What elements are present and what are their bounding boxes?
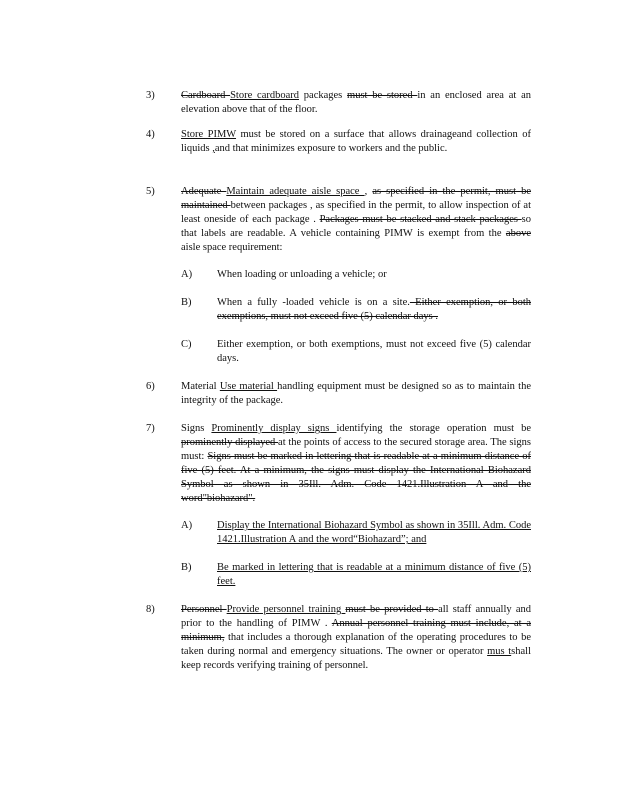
subitem-letter: B)	[181, 562, 192, 573]
item-number: 8)	[146, 604, 155, 615]
deleted-text: Adequate	[181, 186, 227, 197]
subitem-text	[217, 268, 531, 282]
text-segment: at the points of access to the secured storage area. The signs must:	[181, 437, 531, 462]
text-segment: and that minimizes exposure to workers and the public.	[214, 143, 448, 154]
item-text	[181, 380, 531, 408]
item-5-sub-b	[181, 296, 536, 324]
deleted-text: Personnel	[181, 604, 227, 615]
item-number: 6)	[146, 381, 155, 392]
inserted-text: Store PIMW	[181, 129, 237, 140]
text-segment: between packages , as specified in the permit, to allow inspection of at least oneside of each package .	[181, 200, 531, 225]
item-5-sub-a	[181, 268, 536, 282]
inserted-text: Prominently display signs	[211, 423, 337, 434]
deleted-text: Packages must be stacked and stack packages	[319, 214, 522, 225]
deleted-text: Cardboard	[181, 90, 231, 101]
item-6	[146, 380, 536, 408]
subitem-text	[217, 338, 531, 366]
text-segment: When a fully -loaded vehicle is on a site.	[217, 297, 410, 308]
item-text	[181, 128, 531, 156]
text-segment: in an enclosed area at an elevation above that of the floor.	[181, 90, 531, 115]
deleted-text: Either exemption, or both exemptions, must not exceed five (5) calendar days .	[217, 297, 531, 322]
item-7-sub-a	[181, 519, 536, 547]
subitem-text	[217, 519, 531, 547]
item-text	[181, 422, 531, 506]
deleted-text: Signs must be marked in lettering that is readable at a minimum distance of five (5) feet. At a minimum, the signs must display the International Biohazard Symbol as shown in 35Ill. Adm. Code 1421.Illustration A and the word"biohazard".	[181, 451, 531, 504]
deleted-text: Annual personnel training must include, at a minimum,	[181, 618, 531, 643]
inserted-text: ,	[212, 143, 215, 154]
inserted-text: Maintain adequate aisle space	[226, 186, 365, 197]
subitem-letter: C)	[181, 339, 192, 350]
item-7	[146, 422, 536, 506]
deleted-text: must be provided to	[345, 604, 439, 615]
item-number: 7)	[146, 423, 155, 434]
deleted-text: as specified in the permit, must be maintained	[181, 186, 532, 211]
item-number: 3)	[146, 90, 155, 101]
text-segment: that includes a thorough explanation of the operating procedures to be taken during normal and emergency situations. The owner or operator	[181, 632, 531, 657]
text-segment: packages	[299, 90, 348, 101]
subitem-text	[217, 561, 531, 589]
text-segment: shall keep records verifying training of personnel.	[181, 646, 531, 671]
inserted-text: Provide personnel training	[226, 604, 346, 615]
item-number: 4)	[146, 129, 155, 140]
deleted-text: must be stored	[347, 90, 418, 101]
subitem-letter: B)	[181, 297, 192, 308]
subitem-text	[217, 296, 531, 324]
text-segment: handling equipment must be designed so as to maintain the integrity of the package.	[181, 381, 531, 406]
text-segment: so that labels are readable. A vehicle containing PIMW is exempt from the	[181, 214, 531, 239]
subitem-letter: A)	[181, 520, 193, 531]
item-8	[146, 603, 536, 673]
text-segment: identifying the storage operation must be	[336, 423, 532, 434]
item-text	[181, 603, 531, 673]
item-4	[146, 128, 536, 156]
inserted-text: Be marked in lettering that is readable at a minimum distance of five (5) feet.	[217, 562, 531, 587]
inserted-text: Display the International Biohazard Symbol as shown in 35Ill. Adm. Code 1421.Illustration A and the word“Biohazard”; and	[217, 520, 531, 545]
text-segment: all staff annually and prior to the handling of PIMW .	[181, 604, 531, 629]
inserted-text: mus t	[487, 646, 512, 657]
text-segment: Either exemption, or both exemptions, must not exceed five (5) calendar days.	[217, 339, 531, 364]
deleted-text: above	[505, 228, 531, 239]
inserted-text: Use material	[219, 381, 278, 392]
text-segment: Signs	[181, 423, 212, 434]
text-segment: When loading or unloading a vehicle; or	[217, 269, 387, 280]
subitem-letter: A)	[181, 269, 193, 280]
item-text	[181, 185, 531, 255]
item-text	[181, 89, 531, 117]
text-segment: must be stored on a surface that allows drainageand collection of liquids	[181, 129, 532, 154]
item-7-sub-b	[181, 561, 536, 589]
inserted-text: Store cardboard	[230, 90, 300, 101]
item-3	[146, 89, 536, 117]
deleted-text: prominently displayed	[181, 437, 279, 448]
item-5	[146, 185, 536, 255]
item-5-sub-c	[181, 338, 536, 366]
text-segment: aisle space requirement:	[181, 242, 283, 253]
text-segment: ,	[364, 186, 373, 197]
item-number: 5)	[146, 186, 155, 197]
text-segment: Material	[181, 381, 220, 392]
